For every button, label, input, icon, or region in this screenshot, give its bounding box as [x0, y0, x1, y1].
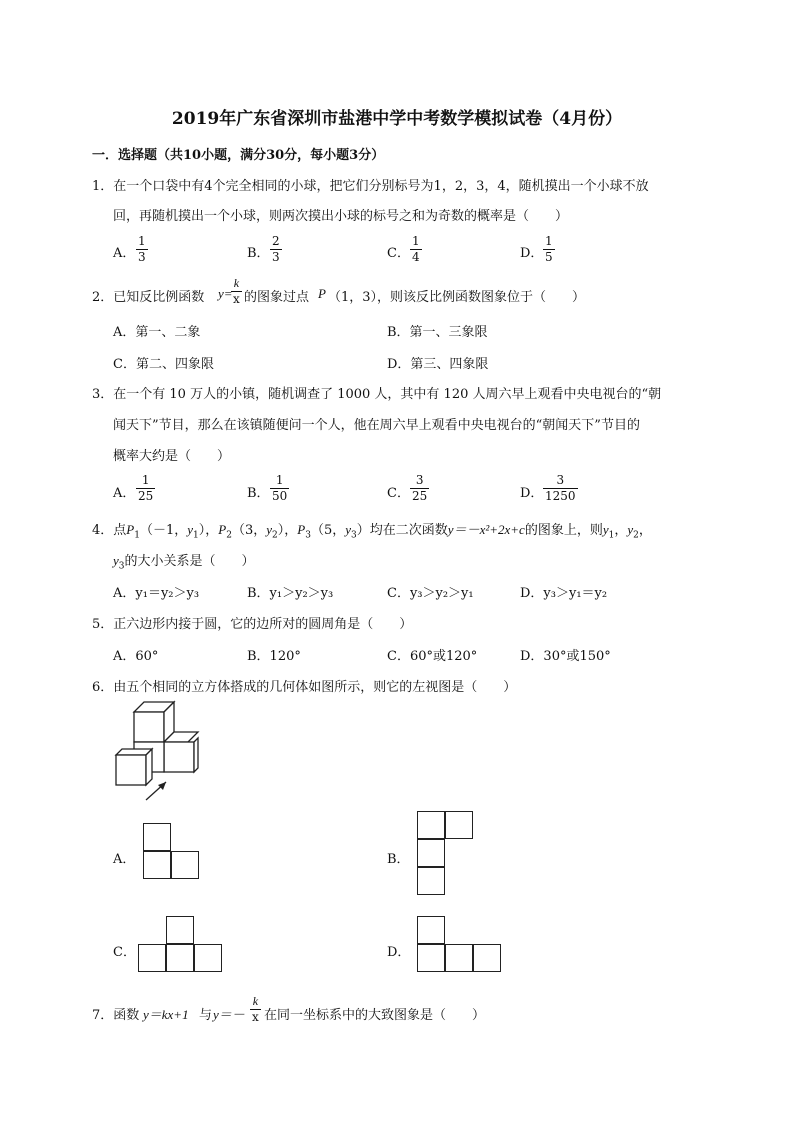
question-6-line-1: 6．由五个相同的立方体搭成的几何体如图所示，则它的左视图是（ ） [92, 680, 517, 695]
question-4-head: 4．点 [92, 523, 127, 538]
question-3-option-d-label[interactable]: D． [520, 486, 544, 501]
question-3-option-b-label[interactable]: B． [247, 486, 270, 501]
question-2-prefix: 2．已知反比例函数 [92, 290, 205, 305]
question-5-line-1: 5．正六边形内接于圆，它的边所对的圆周角是（ ） [92, 617, 413, 632]
option-c-fraction: 1 4 [412, 234, 420, 264]
view-square [417, 867, 445, 895]
question-7-fraction: k x [252, 994, 259, 1024]
question-4-line-1: 4．点$P_1(-1$，$y_1$），$P_2(3$，$y_2$），$P_3(5$，$y_3$）均在二次函数y＝－x²+2x+c的图象上，则$y_1$，$y_2$， [92, 522, 652, 541]
question-7-prefix: 7．函数 [92, 1008, 140, 1023]
question-6-option-a[interactable]: A． [113, 852, 136, 867]
question-5-option-a[interactable]: A．60° [113, 649, 159, 664]
view-square [166, 944, 194, 972]
question-3-option-b-fraction: 1 50 [272, 473, 288, 503]
question-1-line-1: 1．在一个口袋中有4个完全相同的小球，把它们分别标号为1，2，3，4，随机摸出一个小球不放 [92, 179, 649, 194]
option-a-fraction: 1 3 [138, 234, 146, 264]
view-square [417, 839, 445, 867]
view-square [171, 851, 199, 879]
question-4-option-c[interactable]: C．y₃＞y₂＞y₁ [387, 586, 474, 601]
question-7-suffix: 在同一坐标系中的大致图象是（ ） [264, 1008, 486, 1023]
view-square [143, 823, 171, 851]
option-c-label[interactable]: C． [387, 246, 410, 261]
question-3-line-3: 概率大约是（ ） [113, 449, 231, 464]
question-7-function-1: y＝kx+1 [143, 1007, 189, 1022]
view-square [166, 916, 194, 944]
question-2-y: y= [218, 286, 233, 301]
question-7-function-2: y＝－ [213, 1007, 245, 1022]
view-square [417, 916, 445, 944]
view-square [143, 851, 171, 879]
question-5-option-d[interactable]: D．30°或150° [520, 649, 611, 664]
question-3-option-c-fraction: 3 25 [412, 473, 428, 503]
question-4-line-2: $y_3$的大小关系是（ ） [113, 553, 255, 572]
section-heading: 一．选择题（共10小题，满分30分，每小题3分） [92, 148, 385, 163]
question-3-option-a-label[interactable]: A． [113, 486, 136, 501]
view-square [417, 811, 445, 839]
option-d-fraction: 1 5 [545, 234, 553, 264]
question-2-option-a[interactable]: A．第一、二象 [113, 325, 201, 340]
question-2-suffix: 的图象过点 [244, 290, 310, 305]
question-6-option-b[interactable]: B． [387, 852, 410, 867]
view-square [417, 944, 445, 972]
option-b-label[interactable]: B． [247, 246, 270, 261]
question-5-option-c[interactable]: C．60°或120° [387, 649, 478, 664]
view-square [138, 944, 166, 972]
view-square [445, 944, 473, 972]
question-3-option-a-fraction: 1 25 [138, 473, 154, 503]
question-2-option-b[interactable]: B．第一、三象限 [387, 325, 488, 340]
option-b-fraction: 2 3 [272, 234, 280, 264]
question-3-option-d-fraction: 3 1250 [545, 473, 576, 503]
question-6-option-d[interactable]: D． [387, 945, 411, 960]
isometric-cubes-figure [108, 700, 208, 802]
question-3-line-2: 闻天下”节目，那么在该镇随便问一个人，他在周六早上观看中央电视台的“朝闻天下”节目的 [113, 418, 640, 433]
option-d-label[interactable]: D． [520, 246, 544, 261]
view-square [473, 944, 501, 972]
question-5-option-b[interactable]: B．120° [247, 649, 301, 664]
question-2-fraction: k x [233, 276, 240, 306]
question-6-option-c[interactable]: C． [113, 945, 136, 960]
option-a-label[interactable]: A． [113, 246, 136, 261]
question-4-option-d[interactable]: D．y₃＞y₁＝y₂ [520, 586, 608, 601]
question-1-line-2: 回，再随机摸出一个小球，则两次摸出小球的标号之和为奇数的概率是（ ） [113, 209, 569, 224]
view-square [194, 944, 222, 972]
question-2-point: P [318, 286, 326, 301]
question-3-option-c-label[interactable]: C． [387, 486, 410, 501]
question-2-suffix2: （1，3），则该反比例函数图象位于（ ） [328, 290, 586, 305]
question-7-and: 与 [199, 1008, 213, 1023]
page-title: 2019年广东省深圳市盐港中学中考数学模拟试卷（4月份） [171, 109, 623, 129]
question-4-option-a[interactable]: A．y₁＝y₂＞y₃ [113, 586, 200, 601]
question-4-option-b[interactable]: B．y₁＞y₂＞y₃ [247, 586, 334, 601]
question-2-option-d[interactable]: D．第三、四象限 [387, 357, 489, 372]
view-square [445, 811, 473, 839]
question-2-option-c[interactable]: C．第二、四象限 [113, 357, 214, 372]
question-4-function: y＝－x²+2x+c [447, 522, 525, 537]
question-3-line-1: 3．在一个有 10 万人的小镇，随机调查了 1000 人，其中有 120 人周六早上观看中央电视台的“朝 [92, 387, 662, 402]
